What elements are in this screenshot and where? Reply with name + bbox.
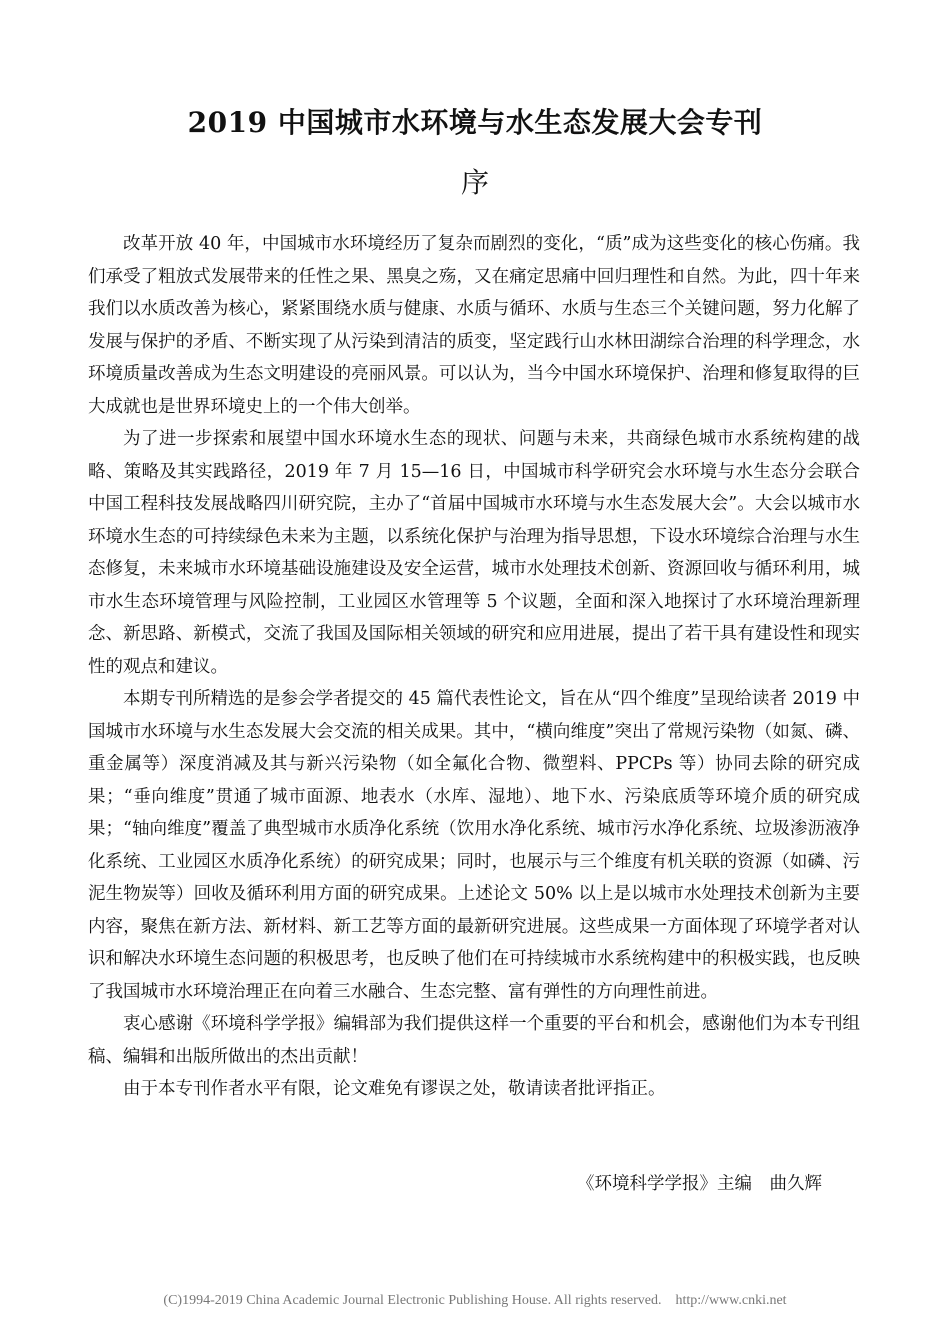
paragraph-1: 改革开放 40 年，中国城市水环境经历了复杂而剧烈的变化，“质”成为这些变化的核心伤痛。我们承受了粗放式发展带来的任性之果、黑臭之殇，又在痛定思痛中回归理性和自然。为此，四十年来我们以水质改善为核心，紧紧围绕水质与健康、水质与循环、水质与生态三个关键问题，努力化解了发展与保护的矛盾、不断实现了从污染到清洁的质变，坚定践行山水林田湖综合治理的科学理念，水环境质量改善成为生态文明建设的亮丽风景。可以认为，当今中国水环境保护、治理和修复取得的巨大成就也是世界环境史上的一个伟大创举。 bbox=[88, 234, 860, 417]
editor-signature: 《环境科学学报》主编 曲久辉 bbox=[577, 1174, 822, 1194]
paragraph-3: 本期专刊所精选的是参会学者提交的 45 篇代表性论文，旨在从“四个维度”呈现给读者 2019 中国城市水环境与水生态发展大会交流的相关成果。其中，“横向维度”突出了常规污染物（如氮、磷、重金属等）深度消减及其与新兴污染物（如全氟化合物、微塑料、PPCPs 等）协同去除的研究成果；“垂向维度”贯通了城市面源、地表水（水库、湿地）、地下水、污染底质等环境介质的研究成果；“轴向维度”覆盖了典型城市水质净化系统（饮用水净化系统、城市污水净化系统、垃圾渗沥液净化系统、工业园区水质净化系统）的研究成果；同时，也展示与三个维度有机关联的资源（如磷、污泥生物炭等）回收及循环利用方面的研究成果。上述论文 50% 以上是以城市水处理技术创新为主要内容，聚焦在新方法、新材料、新工艺等方面的最新研究进展。这些成果一方面体现了环境学者对认识和解决水环境生态问题的积极思考，也反映了他们在可持续城市水系统构建中的积极实践，也反映了我国城市水环境治理正在向着三水融合、生态完整、富有弹性的方向理性前进。 bbox=[88, 689, 860, 1002]
copyright-footer: (C)1994-2019 China Academic Journal Electronic Publishing House. All rights reserved. http://www.cnki.net bbox=[163, 1293, 787, 1308]
paragraph-4: 衷心感谢《环境科学学报》编辑部为我们提供这样一个重要的平台和机会，感谢他们为本专刊组稿、编辑和出版所做出的杰出贡献！ bbox=[88, 1014, 860, 1067]
page-title: 2019 中国城市水环境与水生态发展大会专刊 bbox=[187, 106, 763, 139]
paragraph-5: 由于本专刊作者水平有限，论文难免有谬误之处，敬请读者批评指正。 bbox=[123, 1079, 666, 1099]
preface-body bbox=[88, 228, 860, 1106]
paragraph-2: 为了进一步探索和展望中国水环境水生态的现状、问题与未来，共商绿色城市水系统构建的战略、策略及其实践路径，2019 年 7 月 15—16 日，中国城市科学研究会水环境与水生态分会联合中国工程科技发展战略四川研究院，主办了“首届中国城市水环境与水生态发展大会”。大会以城市水环境水生态的可持续绿色未来为主题，以系统化保护与治理为指导思想，下设水环境综合治理与水生态修复，未来城市水环境基础设施建设及安全运营，城市水处理技术创新、资源回收与循环利用，城市水生态环境管理与风险控制，工业园区水管理等 5 个议题，全面和深入地探讨了水环境治理新理念、新思路、新模式，交流了我国及国际相关领域的研究和应用进展，提出了若干具有建设性和现实性的观点和建议。 bbox=[88, 429, 860, 677]
preface-heading: 序 bbox=[460, 166, 489, 199]
